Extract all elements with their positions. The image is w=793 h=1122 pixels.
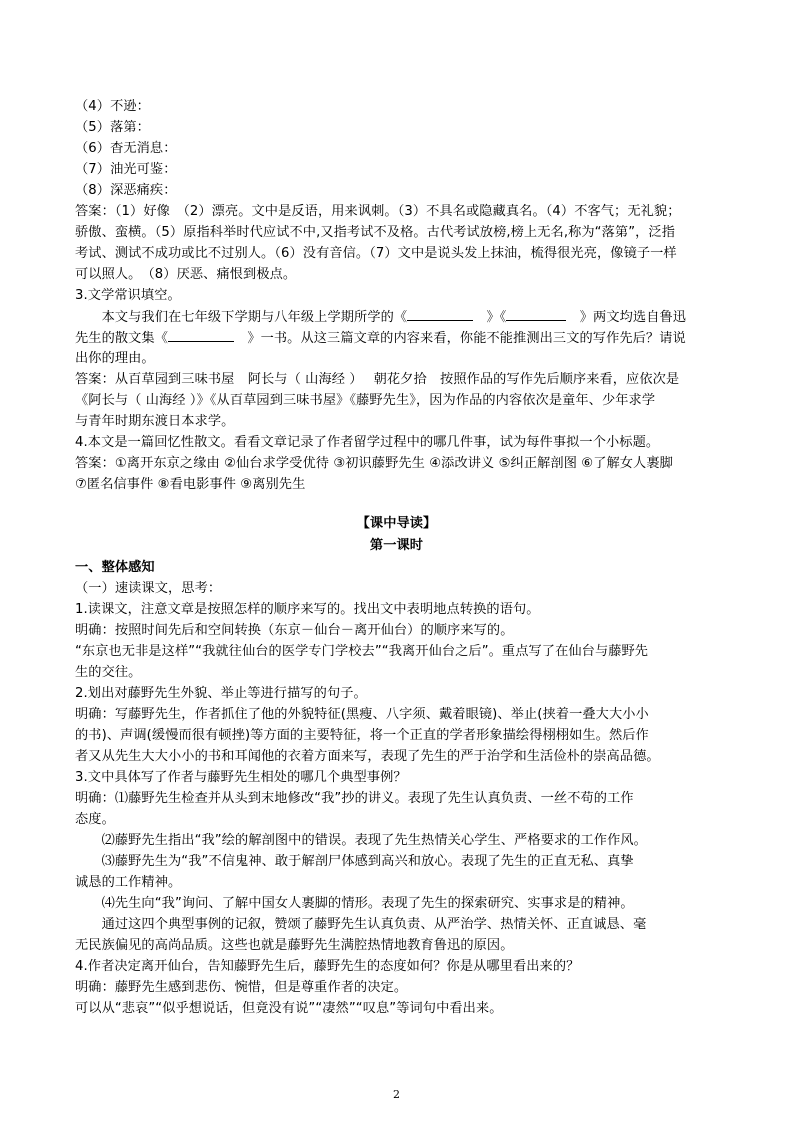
fill-blank	[168, 327, 234, 342]
vocab-item: （6）杳无消息：	[75, 141, 177, 156]
body-line: 诚恳的工作精神。	[75, 875, 182, 890]
answer-line: 答案：①离开东京之缘由 ②仙台求学受优待 ③初识藤野先生 ④添改讲义 ⑤纠正解剖图 ⑥了解女人裹脚	[75, 456, 673, 471]
body-line: ⑵藤野先生指出“我”绘的解剖图中的错误。表现了先生热情关心学生、严格要求的工作作风。	[75, 833, 647, 848]
body-line: 无民族偏见的高尚品质。这些也就是藤野先生满腔热情地教育鲁迅的原因。	[75, 938, 514, 953]
answer-line: ⑦匿名信事件 ⑧看电影事件 ⑨离别先生	[75, 477, 306, 492]
vocab-item: （8）深恶痛疾：	[75, 183, 177, 198]
answer-line: 考试、测试不成功或比不过别人。（6）没有音信。（7）文中是说头发上抹油，梳得很光亮，像镜子一样	[75, 246, 677, 261]
body-line: 3.文中具体写了作者与藤野先生相处的哪几个典型事例？	[75, 770, 407, 785]
body-line: 4.作者决定离开仙台，告知藤野先生后，藤野先生的态度如何？你是从哪里看出来的？	[75, 959, 580, 974]
question-line	[75, 306, 735, 328]
body-line: “东京也无非是这样”“我就往仙台的医学专门学校去”“我离开仙台之后”。重点写了在仙台与藤野先	[75, 644, 649, 659]
body-line: 态度。	[75, 812, 115, 827]
vocab-item: （5）落第：	[75, 120, 150, 135]
body-line: 可以从“悲哀”“似乎想说话，但竟没有说”“凄然”“叹息”等词句中看出来。	[75, 1001, 503, 1016]
answer-line: 与青年时期东渡日本求学。	[75, 414, 235, 429]
question-text: 先生的散文集《	[75, 331, 169, 346]
question-title: 4.本文是一篇回忆性散文。看看文章记录了作者留学过程中的哪几件事，试为每件事拟一个小标题。	[75, 435, 660, 450]
body-line: ⑷先生向“我”询问、了解中国女人裹脚的情形。表现了先生的探索研究、实事求是的精神。	[75, 896, 634, 911]
answer-line: 可以照人。 （8）厌恶、痛恨到极点。	[75, 267, 297, 282]
question-line	[75, 327, 735, 349]
answer-line: 骄傲、蛮横。（5）原指科举时代应试不中,又指考试不及格。古代考试放榜,榜上无名,称为“落第”，泛指	[75, 225, 675, 240]
body-line: 的书)、声调(缓慢而很有顿挫)等方面的主要特征，将一个正直的学者形象描绘得栩栩如生。然后作	[75, 728, 649, 743]
body-line: 通过这四个典型事例的记叙，赞颂了藤野先生认真负责、从严治学、热情关怀、正直诚恳、毫	[75, 917, 647, 932]
fill-blank	[407, 306, 473, 321]
sub-title: （一）速读课文，思考：	[75, 581, 222, 596]
body-line: 明确：写藤野先生，作者抓住了他的外貌特征(黑瘦、八字须、戴着眼镜)、举止(挟着一叠大大小小	[75, 707, 649, 722]
body-line: 明确：藤野先生感到悲伤、惋惜，但是尊重作者的决定。	[75, 980, 408, 995]
question-title: 3.文学常识填空。	[75, 288, 181, 303]
vocab-item: （7）油光可鉴：	[75, 162, 177, 177]
fill-blank	[506, 306, 566, 321]
question-text: 》两文均选自鲁迅	[579, 310, 687, 325]
body-line: 明确：按照时间先后和空间转换（东京－仙台－离开仙台）的顺序来写的。	[75, 623, 514, 638]
answer-line: 《阿长与（ 山海经 ）》《从百草园到三味书屋》《藤野先生》，因为作品的内容依次是童年、少年求学	[75, 393, 656, 408]
body-line: 生的交往。	[75, 665, 142, 680]
answer-line: 答案：（1）好像 （2）漂亮。文中是反语，用来讽刺。（3）不具名或隐藏真名。（4）不客气；无礼貌；	[75, 204, 681, 219]
page-number: 2	[393, 1088, 400, 1101]
question-text: 》《	[486, 310, 507, 325]
section-title: 【课中导读】	[356, 516, 437, 531]
part-title: 一、整体感知	[75, 560, 155, 575]
answer-line: 答案：从百草园到三味书屋 阿长与（ 山海经 ） 朝花夕拾 按照作品的写作先后顺序来看，应依次是	[75, 372, 680, 387]
question-line: 出你的理由。	[75, 351, 155, 366]
body-line: 明确：⑴藤野先生检查并从头到末地修改“我”抄的讲义。表现了先生认真负责、一丝不苟的工作	[75, 791, 634, 806]
lesson-title: 第一课时	[369, 538, 424, 553]
question-text: 本文与我们在七年级下学期与八年级上学期所学的《	[75, 310, 408, 325]
question-text: 》一书。从这三篇文章的内容来看，你能不能推测出三文的写作先后？请说	[247, 331, 686, 346]
body-line: 1.读课文，注意文章是按照怎样的顺序来写的。找出文中表明地点转换的语句。	[75, 602, 540, 617]
body-line: 2.划出对藤野先生外貌、举止等进行描写的句子。	[75, 686, 367, 701]
body-line: ⑶藤野先生为“我”不信鬼神、敢于解剖尸体感到高兴和放心。表现了先生的正直无私、真挚	[75, 854, 634, 869]
body-line: 者又从先生大大小小的书和耳闻他的衣着方面来写，表现了先生的严于治学和生活俭朴的崇高品德。	[75, 749, 660, 764]
vocab-item: （4）不逊：	[75, 99, 150, 114]
